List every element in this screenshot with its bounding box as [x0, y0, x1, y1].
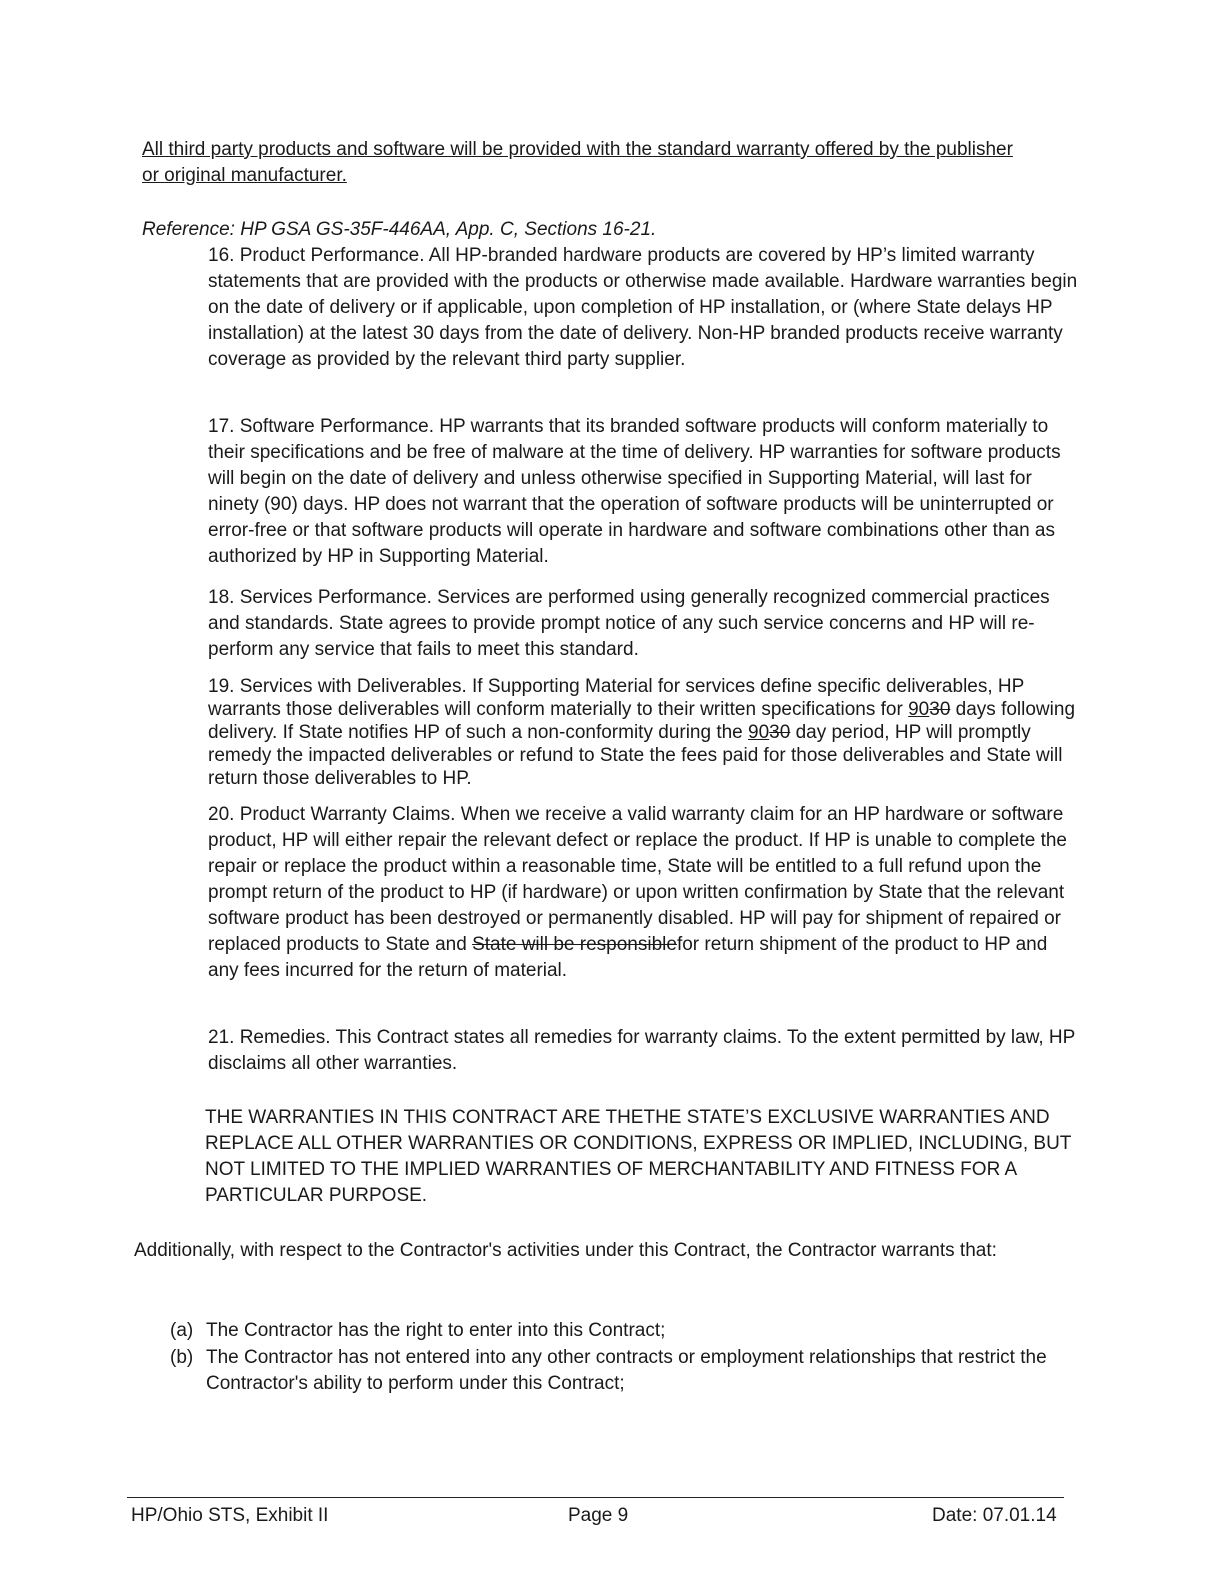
intro-paragraph: All third party products and software will be provided with the standard warranty offered by the publisher or original manufacturer. — [142, 139, 1013, 186]
warranty-disclaimer-paragraph: THE WARRANTIES IN THIS CONTRACT ARE THETHE STATE’S EXCLUSIVE WARRANTIES AND REPLACE ALL OTHER WARRANTIES OR CONDITIONS, EXPRESS OR IMPLIED, INCLUDING, BUT NOT LIMITED TO THE IMPLIED WARRANTIES OF MERCHANTABILITY AND FITNESS FOR A PARTICULAR PURPOSE. — [205, 1107, 1072, 1206]
list-marker: (a) — [170, 1320, 194, 1341]
list-item-text: The Contractor has not entered into any other contracts or employment relationships that restrict the Contractor's ability to perform under this Contract; — [206, 1347, 1047, 1394]
section-17-software-performance: 17. Software Performance. HP warrants that its branded software products will conform materially to their specifications and be free of malware at the time of delivery. HP warranties for software products will begin on the date of delivery and unless otherwise specified in Supporting Material, will last for ninety (90) days. HP does not warrant that the operation of software products will be uninterrupted or error-free or that software products will operate in hardware and software combinations other than as authorized by HP in Supporting Material. — [208, 416, 1061, 567]
section-19-text-a: 19. Services with Deliverables. If Supporting Material for services define specific deliverables, HP warrants those deliverables will conform materially to their written specifications for — [208, 676, 1024, 720]
section-21-remedies: 21. Remedies. This Contract states all remedies for warranty claims. To the extent permitted by law, HP disclaims all other warranties. — [208, 1027, 1075, 1074]
inserted-value: 90 — [908, 699, 930, 720]
list-item — [170, 1345, 1050, 1397]
list-item — [170, 1318, 1050, 1344]
list-marker: (b) — [170, 1347, 194, 1368]
footer-divider — [127, 1497, 1064, 1498]
struck-text: State will be responsible — [472, 934, 677, 955]
section-20-text-a: 20. Product Warranty Claims. When we receive a valid warranty claim for an HP hardware or software product, HP will either repair the relevant defect or replace the product. If HP is unable to complete the repair or replace the product within a reasonable time, State will be entitled to a full refund upon the prompt return of the product to HP (if hardware) or upon written confirmation by State that the relevant software product has been destroyed or permanently disabled. HP will pay for shipment of repaired or replaced products to State and — [208, 804, 1067, 955]
section-20-product-warranty-claims — [208, 802, 1078, 984]
reference-line: Reference: HP GSA GS-35F-446AA, App. C, Sections 16-21. — [142, 219, 657, 240]
section-16-product-performance: 16. Product Performance. All HP-branded hardware products are covered by HP’s limited warranty statements that are provided with the products or otherwise made available. Hardware warranties begin on the date of delivery or if applicable, upon completion of HP installation, or (where State delays HP installation) at the latest 30 days from the date of delivery. Non-HP branded products receive warranty coverage as provided by the relevant third party supplier. — [208, 245, 1078, 370]
section-19-text-b: days following delivery. If State notifies HP of such a non-conformity during the — [208, 699, 1076, 743]
footer-date: Date: 07.01.14 — [932, 1505, 1057, 1526]
footer-document-title: HP/Ohio STS, Exhibit II — [131, 1505, 329, 1526]
section-20-text-b: for return shipment of the product to HP and any fees incurred for the return of material. — [208, 934, 1048, 981]
footer-page-number: Page 9 — [568, 1505, 629, 1526]
section-19-text-c: day period, HP will promptly remedy the impacted deliverables or refund to State the fees paid for those deliverables and State will return those deliverables to HP. — [208, 722, 1063, 789]
deleted-value: 30 — [929, 699, 951, 720]
deleted-value: 30 — [769, 722, 791, 743]
list-item-text: The Contractor has the right to enter into this Contract; — [206, 1320, 666, 1341]
section-19-services-with-deliverables — [208, 675, 1078, 790]
section-18-services-performance: 18. Services Performance. Services are performed using generally recognized commercial practices and standards. State agrees to provide prompt notice of any such service concerns and HP will re-perform any service that fails to meet this standard. — [208, 587, 1050, 660]
additional-paragraph: Additionally, with respect to the Contractor's activities under this Contract, the Contractor warrants that: — [134, 1240, 997, 1261]
inserted-value: 90 — [748, 722, 770, 743]
